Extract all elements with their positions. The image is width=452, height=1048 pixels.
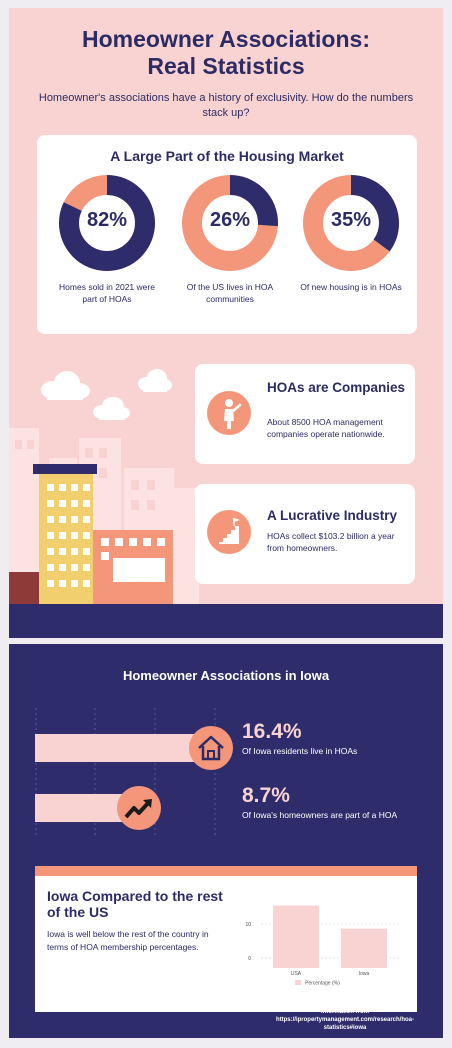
donut-caption: Of the US lives in HOA communities <box>186 282 274 304</box>
companies-card <box>195 364 415 464</box>
residents-stat-text: Of Iowa residents live in HOAs <box>242 746 358 756</box>
donut-homes-sold <box>57 173 157 273</box>
growth-stairs-icon <box>207 510 251 554</box>
infographic <box>9 8 443 1038</box>
industry-card <box>195 484 415 584</box>
residents-bar <box>35 734 205 762</box>
section-divider <box>9 638 443 644</box>
bar-iowa <box>341 929 387 968</box>
x-tick-label: USA <box>290 971 302 977</box>
housing-market-card <box>37 135 417 334</box>
homeowners-bar <box>35 794 125 822</box>
page-subtitle: Homeowner's associations have a history of exclusivity. How do the numbers stack up? <box>38 92 414 119</box>
donut-percent: 35% <box>330 209 372 231</box>
donut-us-lives <box>180 173 280 273</box>
city-illustration <box>9 408 199 628</box>
legend-swatch <box>295 980 301 985</box>
source-label: Information from <box>321 1009 369 1015</box>
residents-stat-value: 16.4% <box>242 720 302 743</box>
page-title <box>9 26 443 80</box>
title-line-2: Real Statistics <box>147 53 305 79</box>
comparison-bar-chart <box>231 896 407 1004</box>
legend-label: Percentage (%) <box>305 980 340 987</box>
house-icon <box>189 726 233 770</box>
x-tick-label: Iowa <box>358 971 370 977</box>
donut-caption: Homes sold in 2021 were part of HOAs <box>59 282 155 304</box>
source-url: https://ipropertymanagement.com/research/hoa-statistics#iowa <box>275 1017 415 1031</box>
housing-market-title: A Large Part of the Housing Market <box>110 148 344 164</box>
comparison-title: Iowa Compared to the rest of the US <box>47 888 223 920</box>
companies-title: HOAs are Companies <box>267 380 406 395</box>
donut-new-housing <box>301 173 401 273</box>
cloud-icon <box>135 368 173 392</box>
cloud-icon <box>37 370 93 400</box>
donut-percent: 82% <box>86 209 128 231</box>
y-tick-label: 10 <box>245 922 251 928</box>
comparison-card <box>35 866 417 1012</box>
donut-percent: 26% <box>209 209 251 231</box>
bar-usa <box>273 906 319 968</box>
industry-title: A Lucrative Industry <box>267 508 398 523</box>
iowa-title: Homeowner Associations in Iowa <box>122 668 330 683</box>
person-icon <box>207 391 251 435</box>
y-tick-label: 0 <box>248 956 251 962</box>
comparison-text: Iowa is well below the rest of the country in terms of HOA membership percentages. <box>47 929 209 952</box>
companies-text: About 8500 HOA management companies operate nationwide. <box>267 417 385 439</box>
homeowners-stat-text: Of Iowa's homeowners are part of a HOA <box>242 810 398 820</box>
source-note <box>265 1008 425 1032</box>
industry-text: HOAs collect $103.2 billion a year from homeowners. <box>267 531 395 553</box>
donut-caption: Of new housing is in HOAs <box>300 282 402 292</box>
homeowners-stat-value: 8.7% <box>242 784 290 807</box>
title-line-1: Homeowner Associations: <box>82 26 370 52</box>
trend-up-icon <box>117 786 161 830</box>
